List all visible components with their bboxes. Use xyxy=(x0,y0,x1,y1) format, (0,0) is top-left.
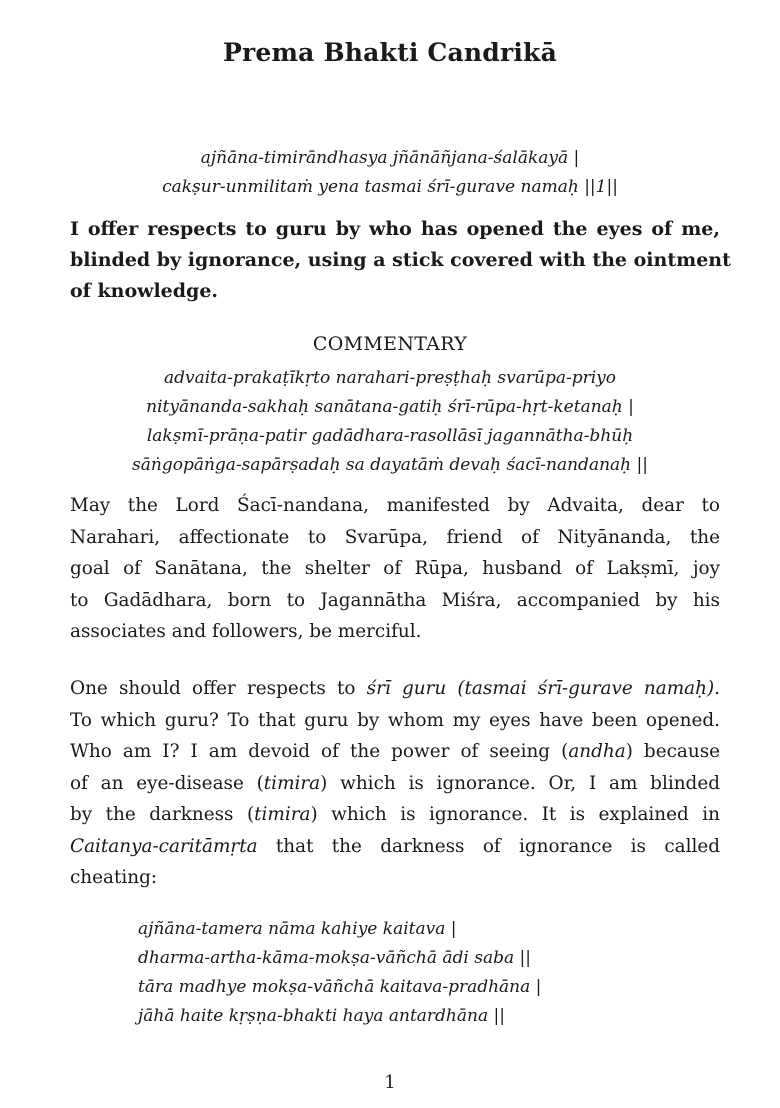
paragraph-line: cheating: xyxy=(70,867,158,888)
verse-line: advaita-prakaṭīkṛto narahari-preṣṭhaḥ svarūpa-priyo xyxy=(163,368,617,388)
paragraph-line: One should offer respects to śrī guru (tasmai śrī-gurave namaḥ). xyxy=(70,678,721,699)
translation-line: blinded by ignorance, using a stick covered with the ointment xyxy=(70,249,731,271)
verse-line: tāra madhye mokṣa-vāñchā kaitava-pradhāna | xyxy=(138,977,542,997)
translation-line: I offer respects to guru by who has opened the eyes of me, xyxy=(70,218,720,240)
translation-line: of knowledge. xyxy=(70,280,219,302)
paragraph-line: Who am I? I am devoid of the power of seeing (andha) because xyxy=(70,741,721,762)
opening-verse xyxy=(0,144,780,202)
paragraph-line: goal of Sanātana, the shelter of Rūpa, husband of Lakṣmī, joy xyxy=(70,558,720,579)
paragraph-line: of an eye-disease (timira) which is ignorance. Or, I am blinded xyxy=(70,772,720,794)
paragraph-line: To which guru? To that guru by whom my eyes have been opened. xyxy=(70,709,720,731)
page-number: 1 xyxy=(384,1072,396,1093)
paragraph-line: by the darkness (timira) which is ignorance. It is explained in xyxy=(70,804,720,825)
verse-line: nityānanda-sakhaḥ sanātana-gatiḥ śrī-rūpa-hṛt-ketanaḥ | xyxy=(146,397,634,417)
paragraph-line: associates and followers, be merciful. xyxy=(70,621,422,642)
paragraph-line: to Gadādhara, born to Jagannātha Miśra, accompanied by his xyxy=(70,589,720,611)
paragraph-line: Caitanya-caritāmṛta that the darkness of ignorance is called xyxy=(70,835,720,857)
verse-line: jāhā haite kṛṣṇa-bhakti haya antardhāna || xyxy=(138,1006,505,1026)
paragraph-line: May the Lord Śacī-nandana, manifested by Advaita, dear to xyxy=(70,495,720,516)
commentary-paragraph-2 xyxy=(70,673,720,894)
verse-line: ajñāna-tamera nāma kahiye kaitava | xyxy=(138,919,457,939)
verse-translation xyxy=(70,214,731,307)
verse-line: lakṣmī-prāṇa-patir gadādhara-rasollāsī jagannātha-bhūḥ xyxy=(146,426,634,446)
verse-line: ajñāna-timirāndhasya jñānāñjana-śalākayā | xyxy=(200,148,580,168)
commentary-paragraph-1 xyxy=(70,490,720,648)
commentary-heading: COMMENTARY xyxy=(312,333,468,355)
page-title: Prema Bhakti Candrikā xyxy=(223,38,557,67)
commentary-verse xyxy=(0,364,780,480)
verse-line: sāṅgopāṅga-sapārṣadaḥ sa dayatāṁ devaḥ śacī-nandanaḥ || xyxy=(132,455,648,475)
verse-line: cakṣur-unmilitaṁ yena tasmai śrī-gurave namaḥ ||1|| xyxy=(162,177,618,197)
paragraph-line: Narahari, affectionate to Svarūpa, friend of Nityānanda, the xyxy=(70,526,720,548)
verse-line: dharma-artha-kāma-mokṣa-vāñchā ādi saba || xyxy=(138,948,532,968)
closing-verse xyxy=(138,915,541,1031)
